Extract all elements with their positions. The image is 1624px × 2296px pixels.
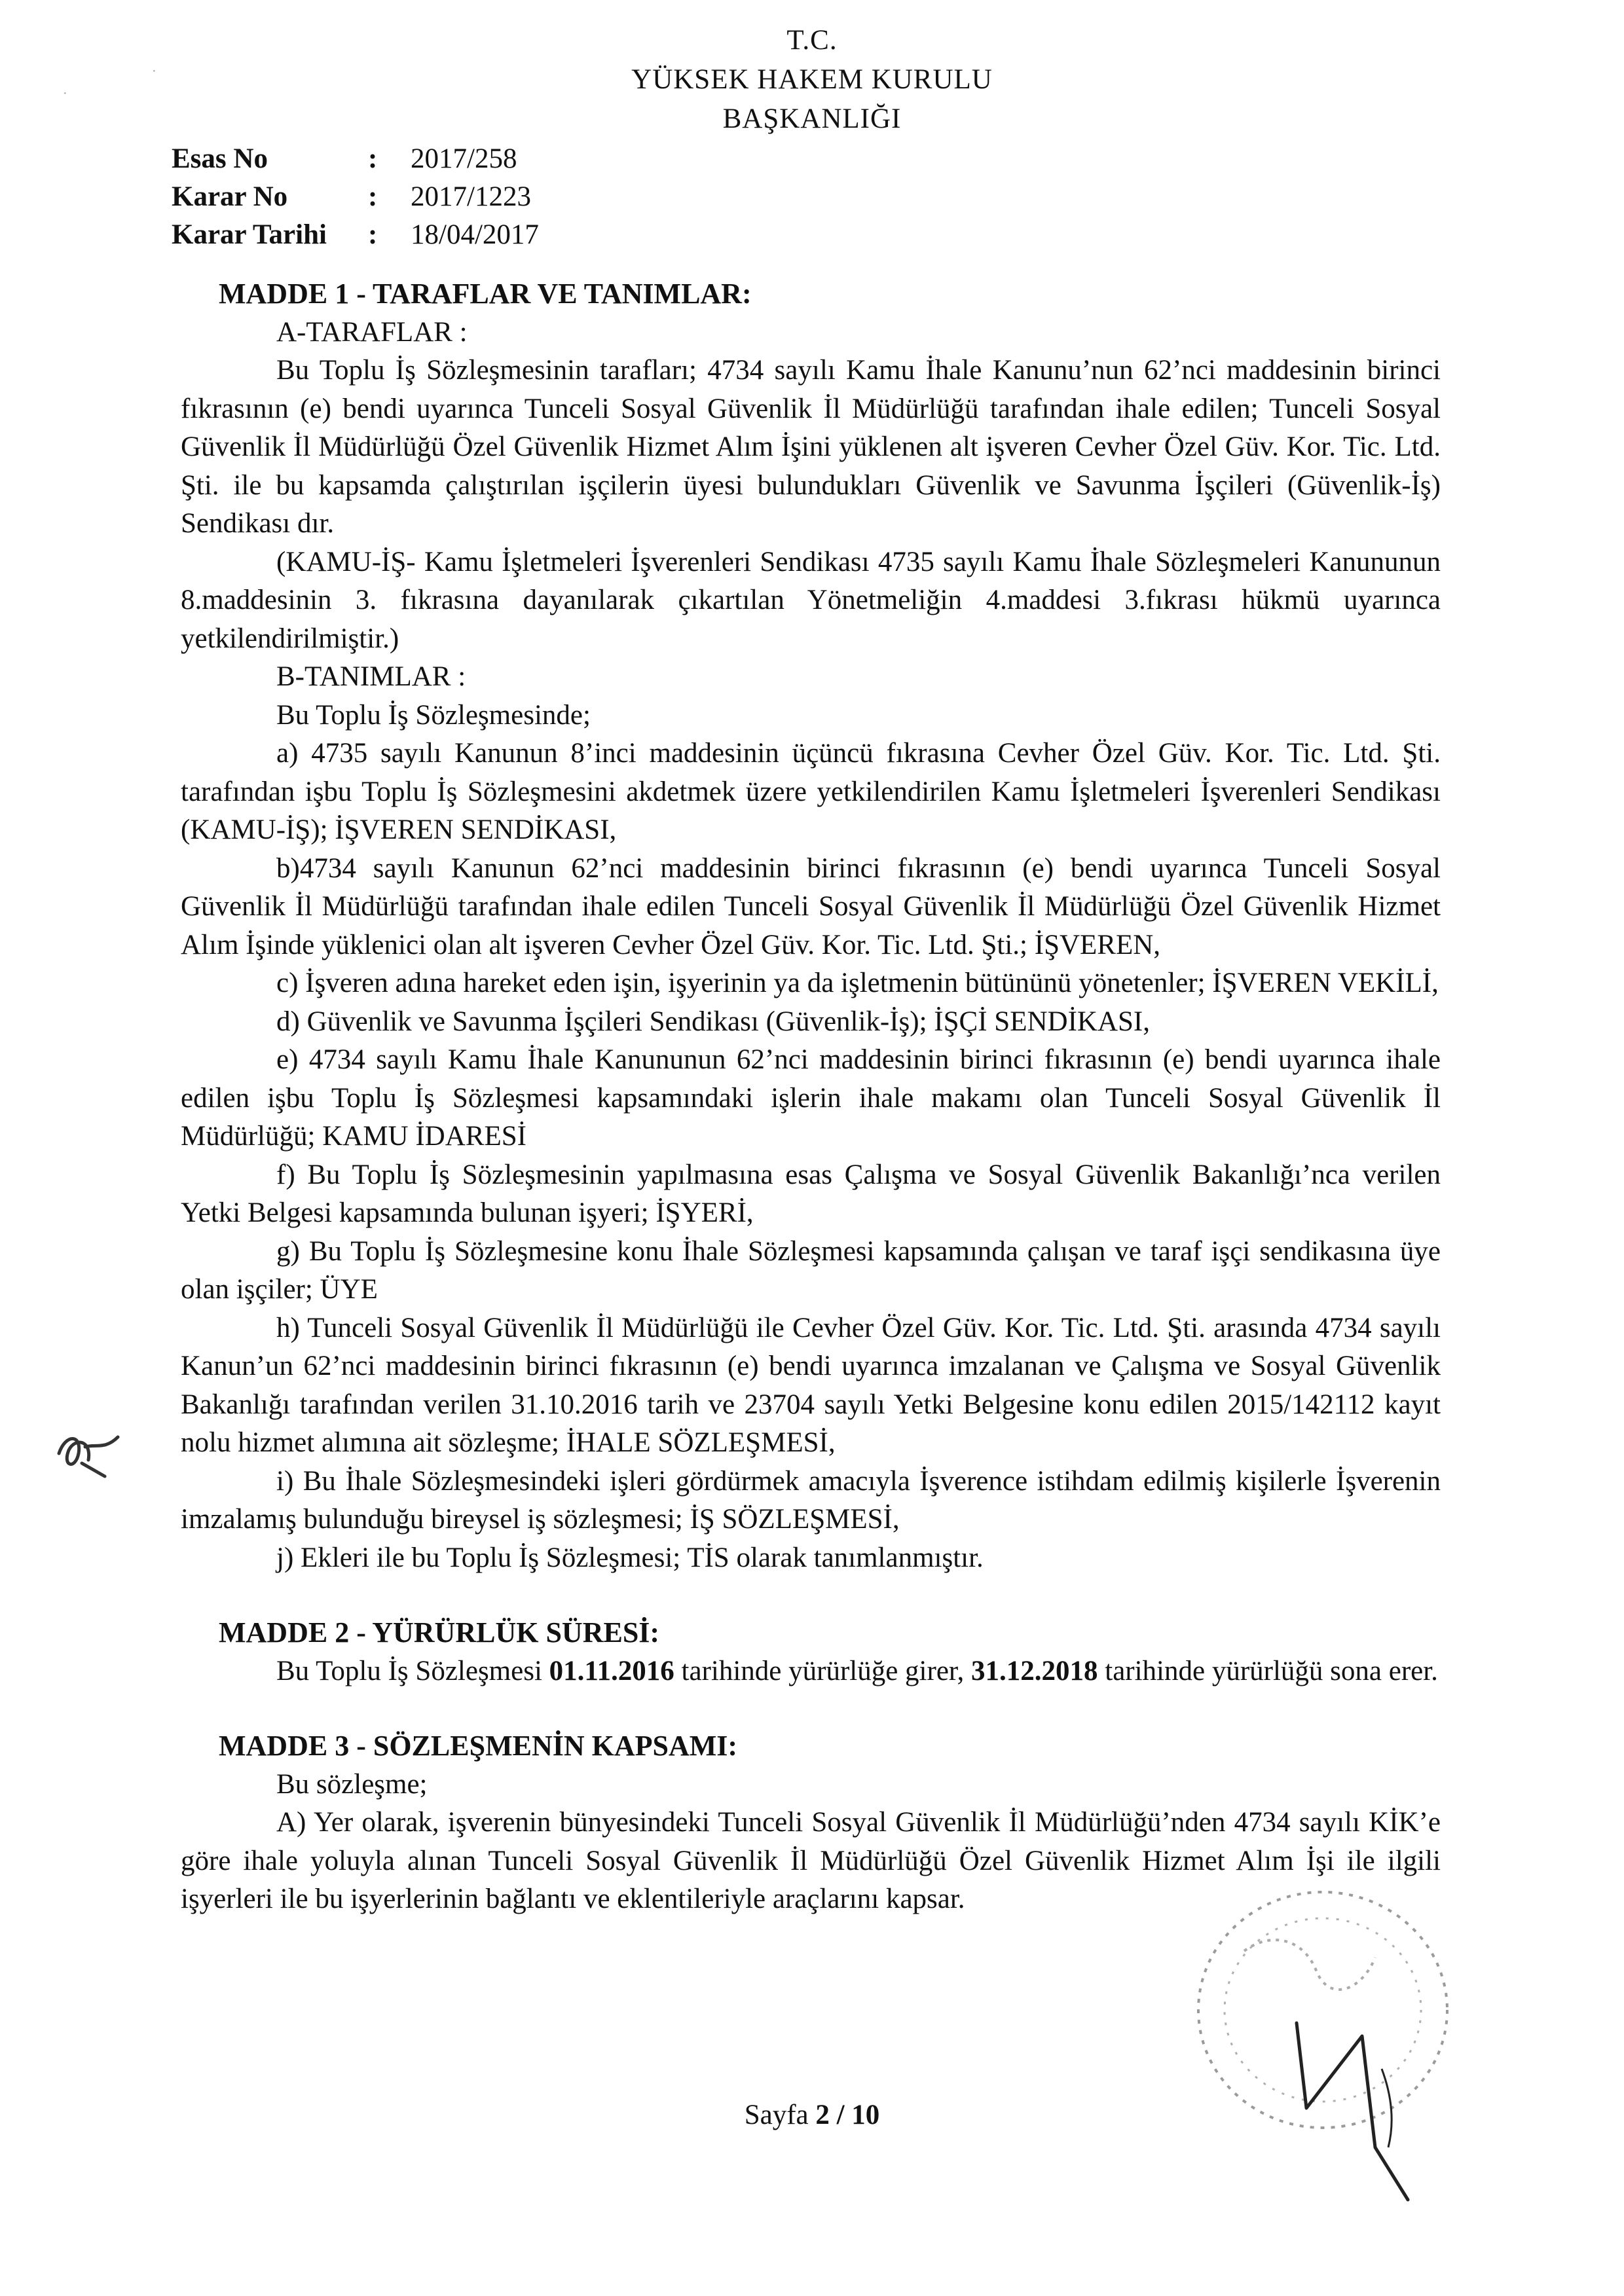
madde2-text-after: tarihinde yürürlüğü sona erer.: [1098, 1655, 1438, 1686]
official-stamp-icon: [1166, 1872, 1467, 2213]
madde3-heading: MADDE 3 - SÖZLEŞMENİN KAPSAMI:: [219, 1730, 738, 1762]
kamu-is-paragraph: (KAMU-İŞ- Kamu İşletmeleri İşverenleri Sendikası 4735 sayılı Kamu İhale Sözleşmeleri Kanununun 8.maddesinin 3. fıkrasına dayanılarak çıkartılan Yönetmeliğin 4.maddesi 3.fıkrası hükmü uyarınca yetkilendirilmiştir.): [181, 546, 1441, 654]
madde3-item-a: A) Yer olarak, işverenin bünyesindeki Tunceli Sosyal Güvenlik İl Müdürlüğü’nden 4734 sayılı KİK’e göre ihale yoluyla alınan Tunceli Sosyal Güvenlik İl Müdürlüğü Özel Güvenlik Hizmet Alım İşi ile ilgili işyerleri ile bu işyerlerinin bağlantı ve eklentileriyle araçlarını kapsar.: [181, 1807, 1441, 1914]
scan-speck: ·: [63, 86, 67, 101]
definition-item-j: j) Ekleri ile bu Toplu İş Sözleşmesi; TİS olarak tanımlanmıştır.: [276, 1542, 984, 1573]
meta-colon: :: [368, 143, 378, 174]
meta-row-tarih: [172, 216, 539, 254]
meta-label: Karar Tarihi: [172, 219, 327, 250]
scan-speck: ·: [152, 64, 157, 79]
header-presidency: BAŞKANLIĞI: [722, 103, 902, 134]
meta-value: 2017/1223: [411, 181, 531, 212]
madde2-start-date: 01.11.2016: [549, 1655, 674, 1686]
meta-label: Esas No: [172, 143, 268, 174]
madde2-end-date: 31.12.2018: [971, 1655, 1098, 1686]
definition-item-h: h) Tunceli Sosyal Güvenlik İl Müdürlüğü ile Cevher Özel Güv. Kor. Tic. Ltd. Şti. arasında 4734 sayılı Kanun’un 62’nci maddesinin birinci fıkrasının (e) bendi uyarınca imzalanan ve Çalışma ve Sosyal Güvenlik Bakanlığı tarafından verilen 31.10.2016 tarih ve 23704 sayılı Yetki Belgesine konu edilen 2015/142112 kayıt nolu hizmet alımına ait sözleşme; İHALE SÖZLEŞMESİ,: [181, 1312, 1441, 1458]
definition-item-c: c) İşveren adına hareket eden işin, işyerinin ya da işletmenin bütününü yönetenler; İŞVEREN VEKİLİ,: [276, 968, 1439, 998]
meta-colon: :: [368, 219, 378, 250]
madde3-intro: Bu sözleşme;: [276, 1768, 428, 1800]
meta-label: Karar No: [172, 181, 288, 212]
definition-item-g: g) Bu Toplu İş Sözleşmesine konu İhale Sözleşmesi kapsamında çalışan ve taraf işçi sendikasına üye olan işçiler; ÜYE: [181, 1235, 1441, 1305]
meta-value: 18/04/2017: [411, 219, 539, 250]
madde2-text-before: Bu Toplu İş Sözleşmesi: [276, 1655, 549, 1686]
meta-row-karar: [172, 178, 539, 216]
definition-item-d: d) Güvenlik ve Savunma İşçileri Sendikası (Güvenlik-İş); İŞÇİ SENDİKASI,: [276, 1006, 1150, 1037]
document-body: [181, 275, 1441, 1919]
definition-item-e: e) 4734 sayılı Kamu İhale Kanununun 62’nci maddesinin birinci fıkrasının (e) bendi uyarınca ihale edilen işbu Toplu İş Sözleşmesi kapsamındaki işlerin ihale makamı olan Tunceli Sosyal Güvenlik İl Müdürlüğü; KAMU İDARESİ: [181, 1044, 1441, 1152]
section-gap: [181, 1577, 1441, 1614]
case-metadata: [172, 140, 539, 254]
definition-item-f: f) Bu Toplu İş Sözleşmesinin yapılmasına esas Çalışma ve Sosyal Güvenlik Bakanlığı’nca verilen Yetki Belgesi kapsamında bulunan işyeri; İŞYERİ,: [181, 1159, 1441, 1228]
taraflar-title: A-TARAFLAR :: [276, 316, 468, 348]
taraflar-paragraph: Bu Toplu İş Sözleşmesinin tarafları; 4734 sayılı Kamu İhale Kanunu’nun 62’nci maddesinin birinci fıkrasının (e) bendi uyarınca Tunceli Sosyal Güvenlik İl Müdürlüğü tarafından ihale edilen; Tunceli Sosyal Güvenlik İl Müdürlüğü Özel Güvenlik Hizmet Alım İşini yüklenen alt işveren Cevher Özel Güv. Kor. Tic. Ltd. Şti. ile bu kapsamda çalıştırılan işçilerin üyesi bulundukları Güvenlik ve Savunma İşçileri (Güvenlik-İş) Sendikası dır.: [181, 355, 1441, 539]
madde2-paragraph: [181, 1652, 1441, 1691]
page-separator: /: [829, 2100, 852, 2130]
definition-item-i: i) Bu İhale Sözleşmesindeki işleri gördürmek amacıyla İşverence istihdam edilmiş kişilerle İşverenin imzalamış bulunduğu bireysel iş sözleşmesi; İŞ SÖZLEŞMESİ,: [181, 1465, 1441, 1535]
tanimlar-intro: Bu Toplu İş Sözleşmesinde;: [276, 699, 591, 731]
page-current: 2: [815, 2100, 830, 2130]
header-tc: T.C.: [786, 25, 838, 56]
page-prefix: Sayfa: [744, 2100, 816, 2130]
meta-value: 2017/258: [411, 143, 517, 174]
definition-item-a: a) 4735 sayılı Kanunun 8’inci maddesinin üçüncü fıkrasına Cevher Özel Güv. Kor. Tic. Ltd. Şti. tarafından işbu Toplu İş Sözleşmesini akdetmek üzere yetkilendirilen Kamu İşletmeleri İşverenleri Sendikası (KAMU-İŞ); İŞVEREN SENDİKASI,: [181, 738, 1441, 845]
madde1-heading: MADDE 1 - TARAFLAR VE TANIMLAR:: [219, 278, 752, 310]
paraf-signature-icon: [46, 1414, 131, 1486]
tanimlar-title: B-TANIMLAR :: [276, 661, 466, 692]
definition-item-b: b)4734 sayılı Kanunun 62’nci maddesinin birinci fıkrasının (e) bendi uyarınca Tunceli Sosyal Güvenlik İl Müdürlüğü tarafından ihale edilen Tunceli Sosyal Güvenlik İl Müdürlüğü Özel Güvenlik Hizmet Alım İşinde yüklenici olan alt işveren Cevher Özel Güv. Kor. Tic. Ltd. Şti.; İŞVEREN,: [181, 852, 1441, 960]
meta-row-esas: [172, 140, 539, 178]
madde2-heading: MADDE 2 - YÜRÜRLÜK SÜRESİ:: [219, 1616, 660, 1649]
meta-colon: :: [368, 181, 378, 212]
madde2-text-middle: tarihinde yürürlüğe girer,: [674, 1655, 971, 1686]
page-total: 10: [851, 2100, 880, 2130]
section-gap: [181, 1690, 1441, 1727]
header-institution: YÜKSEK HAKEM KURULU: [631, 64, 993, 95]
